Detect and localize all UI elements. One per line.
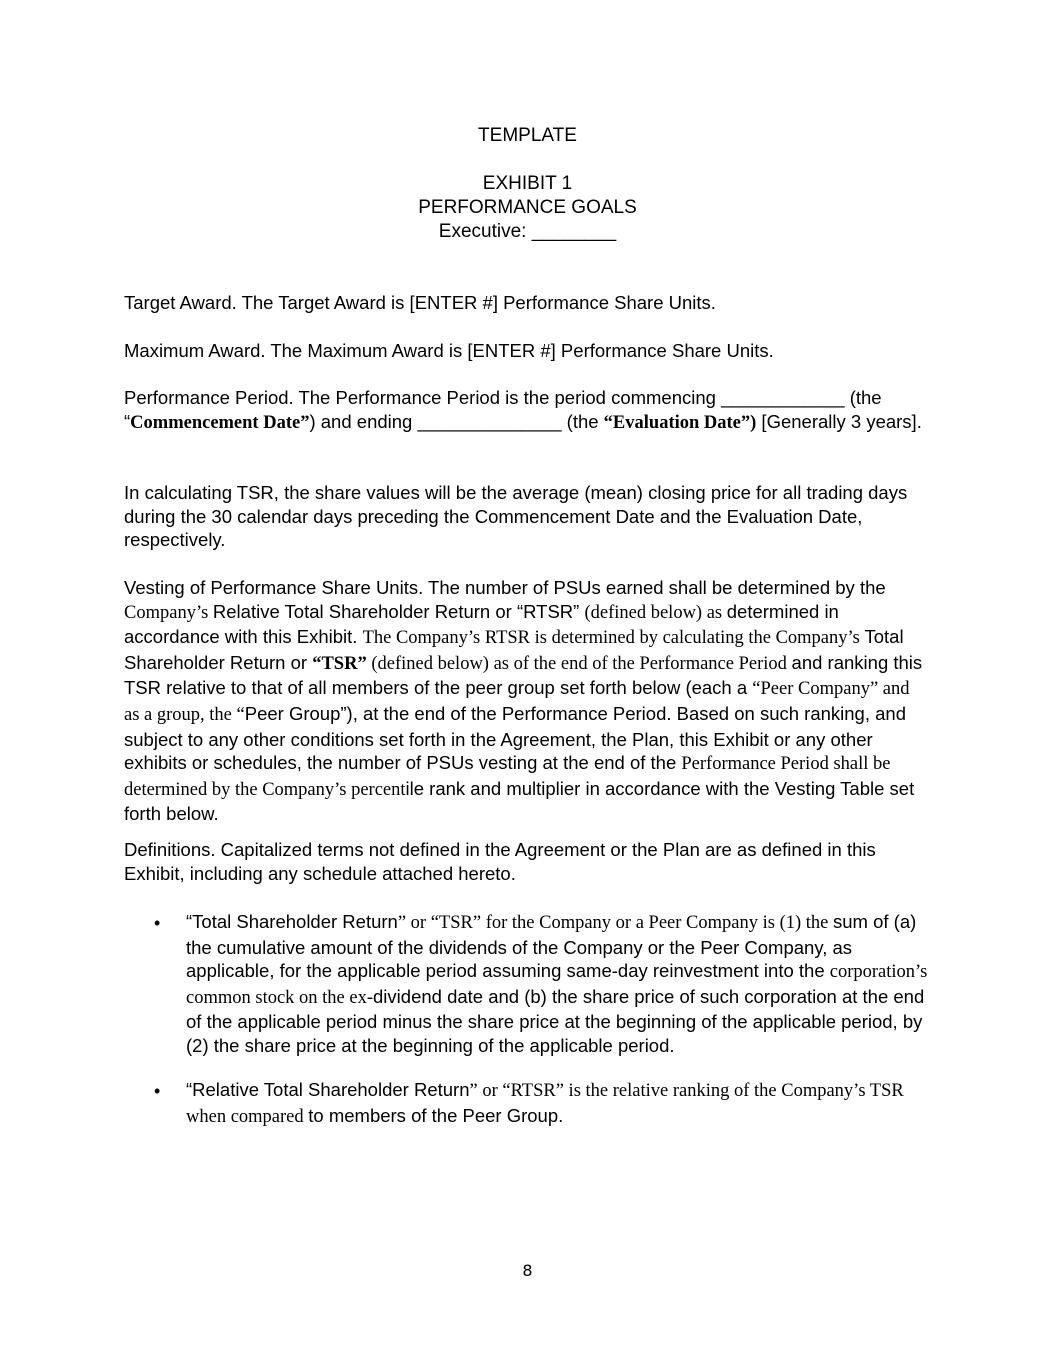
definitions-paragraph: Definitions. Capitalized terms not defined in the Agreement or the Plan are as defined in this Exhibit, including any schedule attached hereto. [124,839,876,884]
target-award-paragraph: Target Award. The Target Award is [ENTER #] Performance Share Units. [124,292,716,313]
tsr-term: “TSR” [312,653,367,674]
performance-goals-heading: PERFORMANCE GOALS [418,197,637,218]
executive-line: Executive: ________ [438,221,617,242]
performance-period-text-2: ) and ending ______________ (the [309,410,604,432]
rtsr-definition-text-b: ” or “RTSR” is the relative ranking of the Company’s TSR when compared [186,1081,904,1127]
vesting-text-13: ”), at the end of the Performance Period. Based on such ranking, and subject to any other conditions set forth in the Agreement, the Plan, this Exhibit or any other exhibits or schedules, the number of PSUs vesting at the end of the [124,702,906,774]
vesting-text-5: determined in accordance with this Exhibit. [124,600,839,648]
rtsr-definition-text-a: “Relative Total Shareholder Return [186,1079,470,1100]
rtsr-definition-bullet [186,1078,936,1129]
vesting-paragraph [124,576,929,826]
evaluation-date-term: “Evaluation Date”) [603,412,757,433]
vesting-text-10: and ranking this TSR relative to that of all members of the peer group set forth below (each a [124,651,923,699]
bullet-marker: • [154,913,161,933]
tsr-definition-text-a: “Total Shareholder Return [186,911,398,932]
tsr-definition-text-b: ” or “TSR” for the Company or a Peer Company is (1) the [397,913,834,933]
tsr-definition-bullet [186,910,936,1058]
vesting-text-9: (defined below) as of the end of the Performance Period [366,653,792,674]
vesting-text-12: Peer Group [244,702,341,724]
maximum-award-paragraph: Maximum Award. The Maximum Award is [ENTER #] Performance Share Units. [124,340,774,361]
vesting-text-4: (defined below) as [584,602,727,623]
tsr-definition-text-d: corporation’s common stock on the ex- [186,962,928,1008]
vesting-text-14: Performance Period shall be determined by the Company’s percent [124,754,891,800]
tsr-definition-text-e: dividend date and (b) the share price of such corporation at the end of the applicable period minus the share price at the beginning of the applicable period, by (2) the share price at the beginning of the applicable period. [186,985,925,1056]
vesting-text-11: “Peer Company” and as a group, the “ [124,679,910,725]
vesting-text-3: Relative Total Shareholder Return or “RTSR” [212,600,585,622]
performance-period-text-3: [Generally 3 years]. [756,410,922,432]
exhibit-heading: EXHIBIT 1 [482,173,573,194]
vesting-text-2: Company’s [124,602,213,623]
vesting-text-15: ile rank and multiplier in accordance with the Vesting Table set forth below. [124,777,915,825]
vesting-text-1: Vesting of Performance Share Units. The number of PSUs earned shall be determined by the [124,577,886,598]
template-heading: TEMPLATE [478,125,577,146]
page-number: 8 [522,1261,533,1280]
rtsr-definition-text-c: to members of the Peer Group. [308,1104,564,1126]
vesting-text-6: The Company’s RTSR is determined by calculating the Company’s [362,628,865,649]
tsr-definition-text-c: sum of (a) the cumulative amount of the dividends of the Company or the Peer Company, as applicable, for the applicable period assuming same-day reinvestment into the [186,911,917,982]
commencement-date-term: Commencement Date” [130,412,310,433]
performance-period-paragraph [124,386,929,435]
tsr-calculation-paragraph: In calculating TSR, the share values will be the average (mean) closing price for all trading days during the 30 calendar days preceding the Commencement Date and the Evaluation Date, respectively. [124,482,908,551]
performance-period-text-1: Performance Period. The Performance Period is the period commencing ____________ (the “ [124,387,882,432]
vesting-text-7: Total Shareholder Return or [124,626,904,673]
bullet-marker: • [154,1081,161,1101]
